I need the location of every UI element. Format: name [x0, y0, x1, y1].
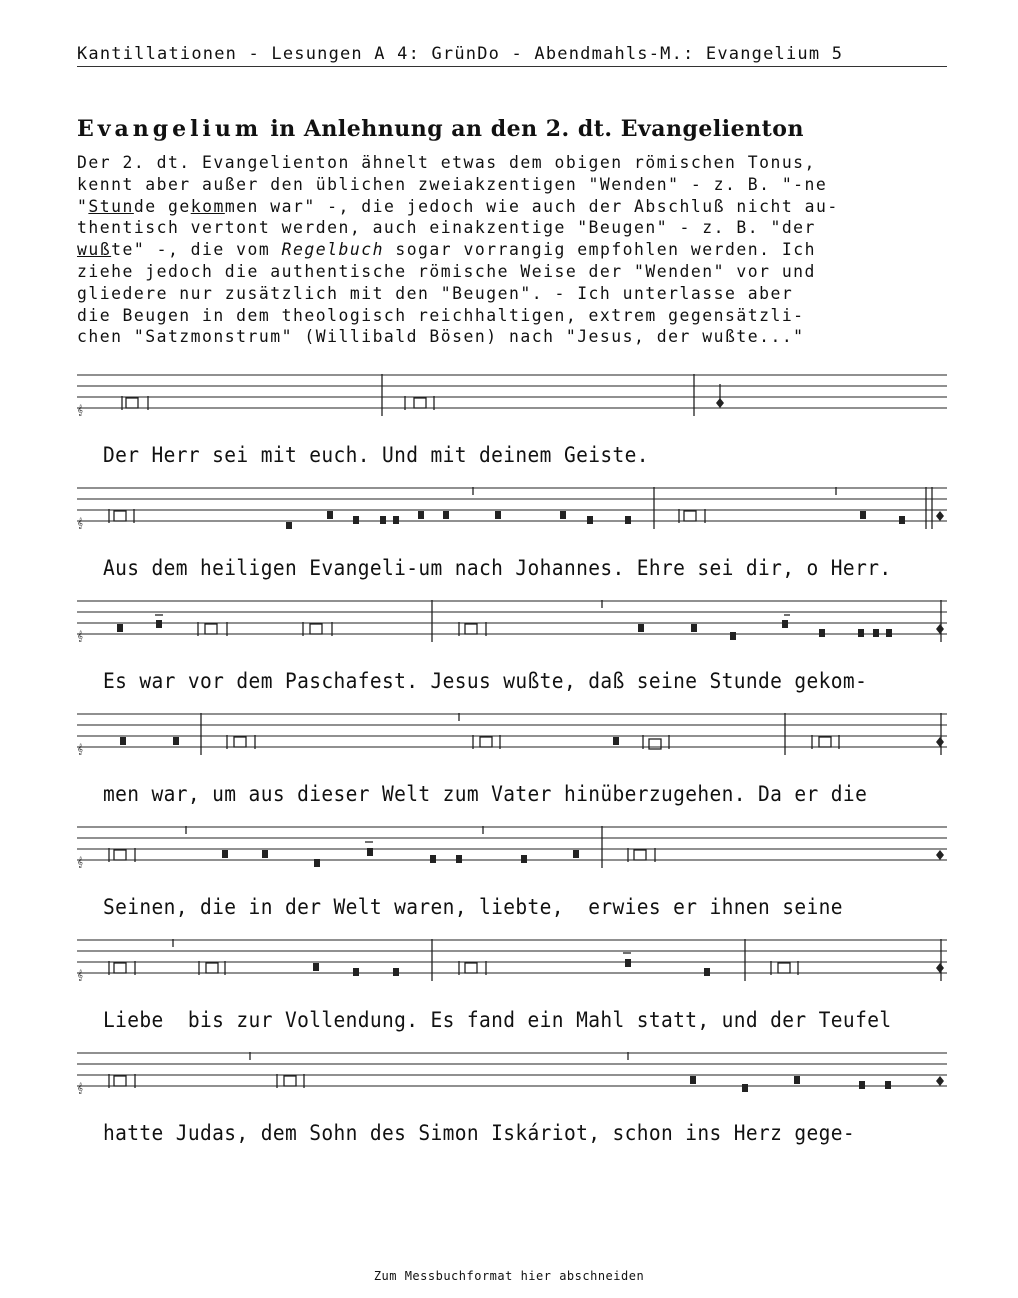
svg-text:𝄞: 𝄞 — [77, 405, 83, 416]
intro-line: men war" -, die jedoch wie auch der Abschluß nicht au- — [224, 196, 839, 216]
music-staff — [77, 939, 947, 981]
intro-line: kennt aber außer den üblichen zweiakzentigen "Wenden" - z. B. "-ne — [77, 174, 828, 194]
intro-line: sogar vorrangig empfohlen werden. Ich — [383, 240, 816, 260]
intro-accent: kom — [190, 196, 225, 216]
svg-text:𝄞: 𝄞 — [77, 970, 83, 981]
title-rest: in Anlehnung an den 2. dt. Evangelienton — [262, 116, 804, 142]
lyric-line: Der Herr sei mit euch. Und mit deinem Geiste. — [103, 443, 649, 467]
intro-line: chen "Satzmonstrum" (Willibald Bösen) nach "Jesus, der wußte..." — [77, 327, 805, 347]
music-staff — [77, 374, 947, 416]
section-title — [77, 116, 804, 142]
lyric-line: men war, um aus dieser Welt zum Vater hinüberzugehen. Da er die — [103, 782, 868, 806]
intro-line: Der 2. dt. Evangelienton ähnelt etwas dem obigen römischen Tonus, — [77, 153, 816, 172]
intro-line: de ge — [133, 196, 191, 216]
lyric-line: hatte Judas, dem Sohn des Simon Iskáriot, schon ins Herz gege- — [103, 1121, 856, 1145]
music-staff — [77, 1052, 947, 1094]
intro-line: thentisch vertont werden, auch einakzentige "Beugen" - z. B. "der — [77, 218, 816, 238]
music-staff — [77, 487, 947, 529]
cut-hint: Zum Messbuchformat hier abschneiden — [373, 1269, 645, 1283]
music-staff — [77, 713, 947, 755]
lyric-line: Seinen, die in der Welt waren, liebte, erwies er ihnen seine — [103, 895, 843, 919]
intro-line: " — [77, 196, 89, 216]
svg-text:𝄞: 𝄞 — [77, 518, 83, 529]
svg-text:𝄞: 𝄞 — [77, 1083, 83, 1094]
intro-line: gliedere nur zusätzlich mit den "Beugen". - Ich unterlasse aber — [77, 283, 794, 303]
intro-line: die Beugen in dem theologisch reichhaltigen, extrem gegensätzli- — [77, 305, 805, 325]
music-staff — [77, 826, 947, 868]
lyric-line: Aus dem heiligen Evangeli-um nach Johannes. Ehre sei dir, o Herr. — [103, 556, 892, 580]
svg-text:𝄞: 𝄞 — [77, 631, 83, 642]
intro-line: te" -, die vom — [111, 240, 282, 260]
svg-text:𝄞: 𝄞 — [77, 744, 83, 755]
intro-paragraph — [77, 152, 957, 348]
intro-accent: wuß — [77, 240, 112, 260]
lyric-line: Liebe bis zur Vollendung. Es fand ein Mahl statt, und der Teufel — [103, 1008, 892, 1032]
intro-accent: Stun — [88, 196, 134, 216]
page-header: Kantillationen - Lesungen A 4: GrünDo - Abendmahls-M.: Evangelium 5 — [77, 44, 947, 67]
music-staff — [77, 600, 947, 642]
intro-book-title: Regelbuch — [281, 240, 384, 260]
lyric-line: Es war vor dem Paschafest. Jesus wußte, daß seine Stunde gekom- — [103, 669, 868, 693]
title-word: Evangelium — [77, 116, 263, 142]
svg-text:𝄞: 𝄞 — [77, 857, 83, 868]
intro-line: ziehe jedoch die authentische römische Weise der "Wenden" vor und — [77, 261, 816, 281]
